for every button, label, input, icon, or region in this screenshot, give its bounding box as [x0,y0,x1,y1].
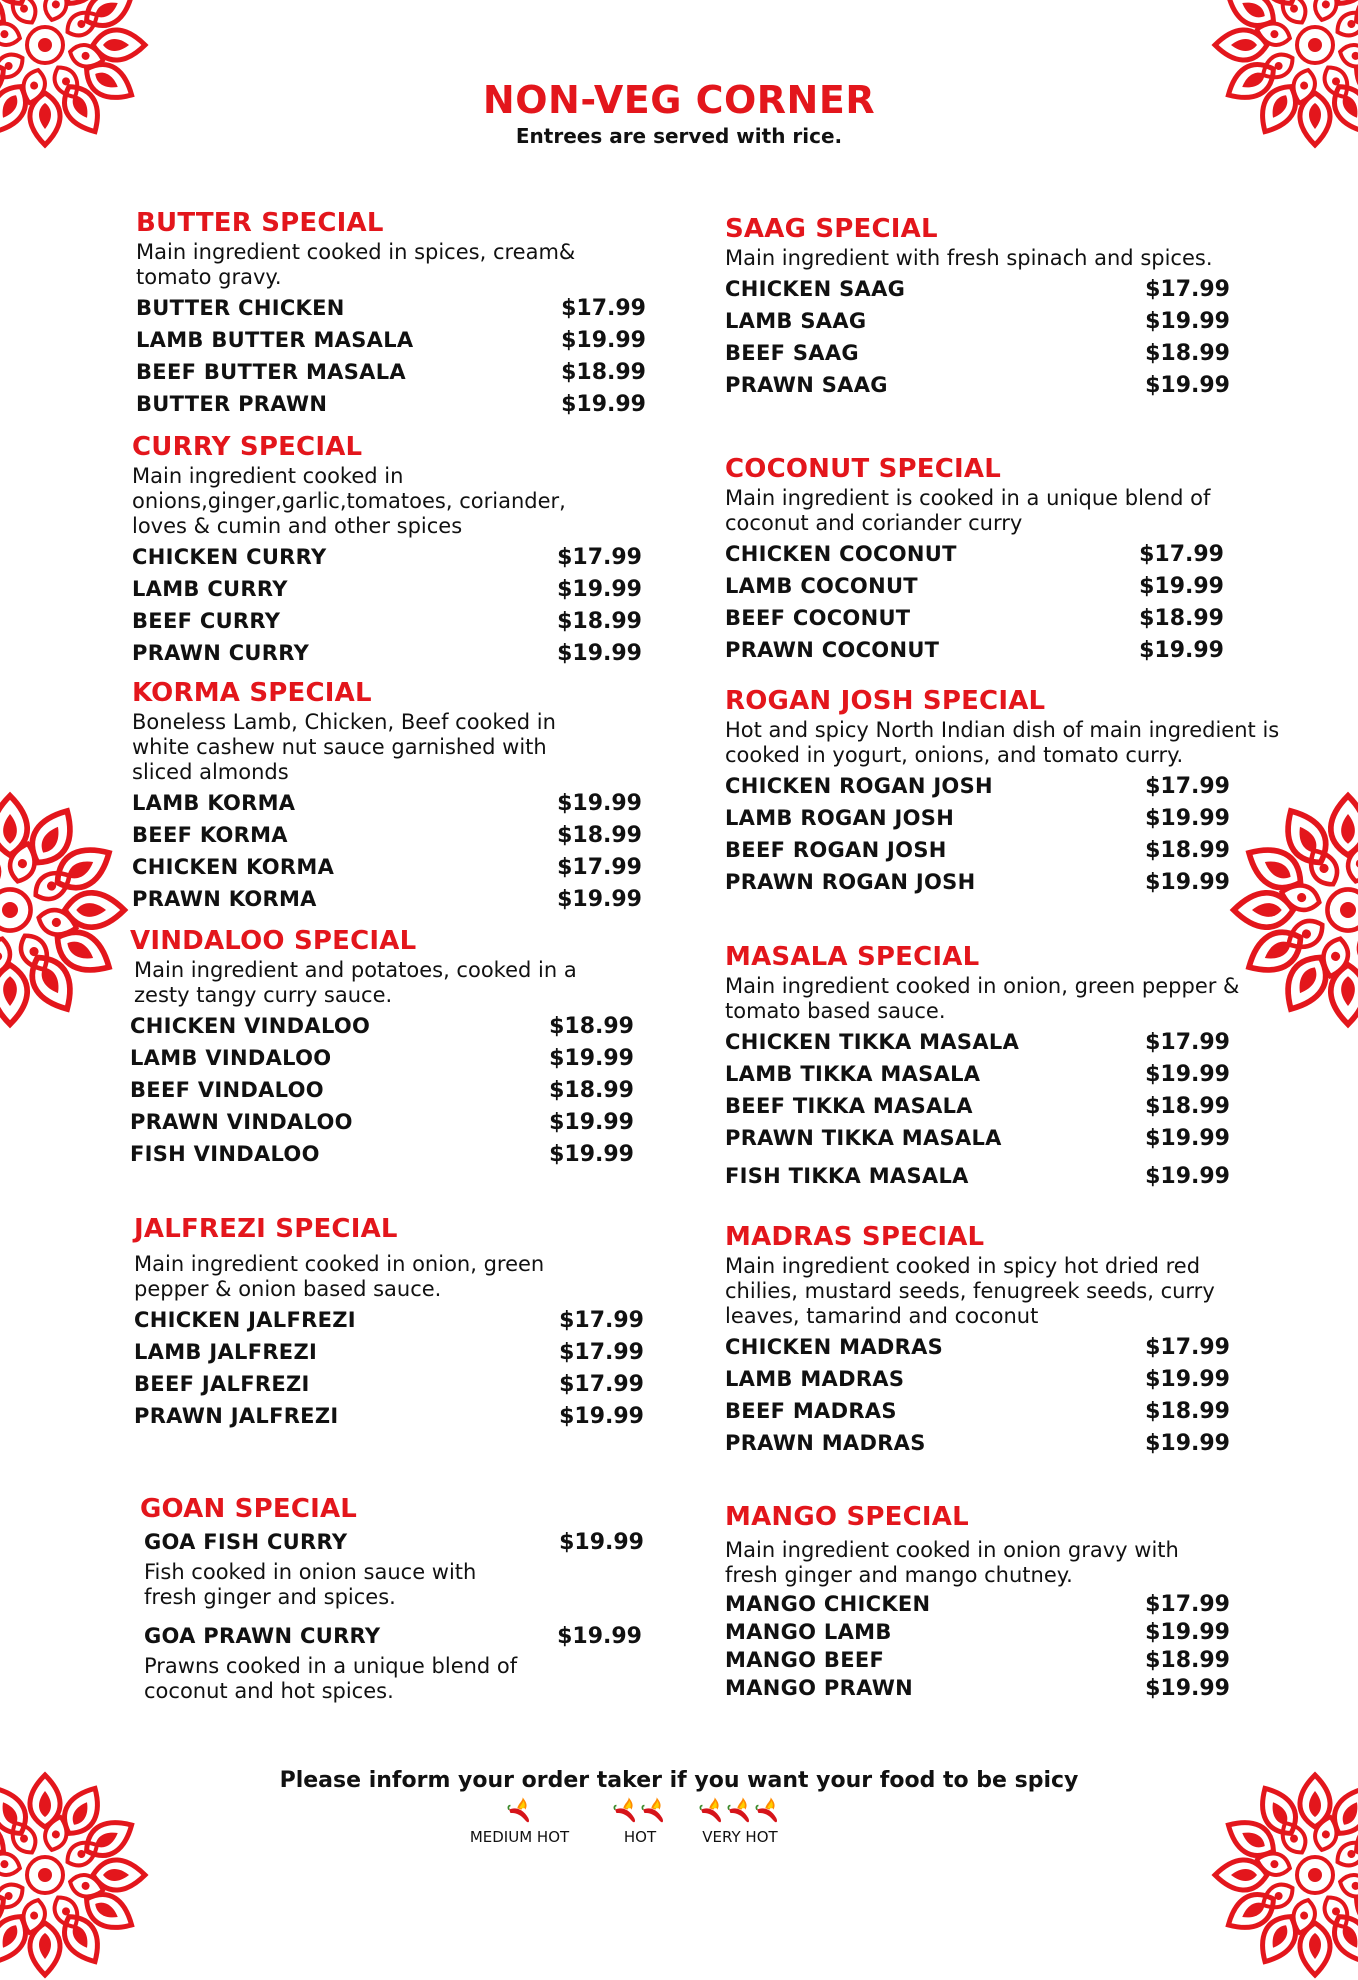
item-price: $17.99 [1139,541,1224,567]
item-price: $17.99 [557,854,642,880]
menu-item [130,1010,650,1042]
section-description: Main ingredient with fresh spinach and spices. [725,246,1213,270]
item-name: PRAWN ROGAN JOSH [725,870,976,894]
mandala-middle-left-decoration [0,760,130,1060]
menu-item [725,305,1310,337]
item-price: $19.99 [1139,573,1224,599]
section-title: SAAG SPECIAL [725,214,938,244]
menu-item [725,369,1310,401]
item-price: $19.99 [1145,805,1230,831]
item-name: LAMB BUTTER MASALA [136,328,414,352]
item-name: PRAWN TIKKA MASALA [725,1126,1002,1150]
menu-item [134,1400,654,1432]
item-name: PRAWN VINDALOO [130,1110,353,1134]
section-description: Main ingredient cooked in onion, green pepper & tomato based sauce. [725,974,1240,1023]
section-vindaloo-special [130,926,650,1170]
item-price: $19.99 [557,576,642,602]
section-saag-special [725,214,1310,401]
menu-item [725,1026,1310,1058]
section-description: Main ingredient cooked in spicy hot dried red chilies, mustard seeds, fenugreek seeds, curry leaves, tamarind and coconut [725,1254,1215,1328]
item-price: $19.99 [1145,1619,1230,1645]
item-price: $18.99 [1145,1093,1230,1119]
item-price: $19.99 [1145,1675,1230,1701]
item-name: CHICKEN CURRY [132,545,327,569]
item-price: $19.99 [559,1403,644,1429]
menu-item [725,770,1310,802]
item-name: LAMB CURRY [132,577,288,601]
item-price: $18.99 [1145,340,1230,366]
item-name: BEEF TIKKA MASALA [725,1094,973,1118]
chili-icons [680,1796,800,1824]
item-name: BUTTER CHICKEN [136,296,345,320]
menu-item [144,1526,654,1558]
section-description: Main ingredient cooked in onion gravy with fresh ginger and mango chutney. [725,1538,1179,1587]
chili-icon [500,1796,540,1826]
item-name: BEEF MADRAS [725,1399,897,1423]
item-name: PRAWN KORMA [132,887,317,911]
section-description: Boneless Lamb, Chicken, Beef cooked in white cashew nut sauce garnished with sliced almonds [132,710,556,784]
menu-item [725,1363,1310,1395]
page-title: NON-VEG CORNER [482,78,876,122]
item-price: $19.99 [1139,637,1224,663]
item-name: LAMB SAAG [725,309,867,333]
item-name: CHICKEN MADRAS [725,1335,944,1359]
item-price: $17.99 [561,295,646,321]
item-price: $18.99 [557,822,642,848]
menu-item [132,637,652,669]
section-title: VINDALOO SPECIAL [130,926,417,956]
item-name: BEEF CURRY [132,609,281,633]
menu-item [132,883,652,915]
menu-item [130,1074,650,1106]
item-price: $18.99 [1145,1398,1230,1424]
menu-item [132,605,652,637]
item-description: Fish cooked in onion sauce with fresh ginger and spices. [144,1560,477,1609]
item-name: CHICKEN KORMA [132,855,335,879]
chili-icon [634,1796,674,1826]
section-title: BUTTER SPECIAL [136,208,384,238]
item-name: LAMB COCONUT [725,574,918,598]
item-name: BUTTER PRAWN [136,392,328,416]
menu-item [136,356,656,388]
item-price: $18.99 [1145,837,1230,863]
spice-level-very-hot [680,1796,800,1846]
menu-item [130,1106,650,1138]
section-description: Hot and spicy North Indian dish of main ingredient is cooked in yogurt, onions, and tomato curry. [725,718,1280,767]
menu-item [725,337,1310,369]
section-title: ROGAN JOSH SPECIAL [725,686,1046,716]
section-title: MADRAS SPECIAL [725,1222,985,1252]
item-name: GOA FISH CURRY [144,1530,348,1554]
item-price: $19.99 [1145,372,1230,398]
item-name: BEEF SAAG [725,341,859,365]
item-name: PRAWN CURRY [132,641,310,665]
item-name: LAMB ROGAN JOSH [725,806,955,830]
menu-item [725,1618,1310,1646]
section-title: MANGO SPECIAL [725,1502,969,1532]
menu-item [134,1368,654,1400]
item-price: $18.99 [1145,1647,1230,1673]
chili-icon [748,1796,788,1826]
spice-level-label: HOT [623,1828,657,1846]
item-price: $19.99 [561,327,646,353]
item-name: LAMB MADRAS [725,1367,905,1391]
item-price: $17.99 [559,1339,644,1365]
item-name: MANGO BEEF [725,1648,885,1672]
spice-level-label: MEDIUM HOT [469,1828,570,1846]
item-name: GOA PRAWN CURRY [144,1624,381,1648]
menu-item [725,834,1310,866]
item-price: $19.99 [549,1141,634,1167]
item-price: $19.99 [1145,1061,1230,1087]
section-butter-special [136,208,656,420]
spice-level-legend [0,1796,1358,1856]
item-name: BEEF BUTTER MASALA [136,360,406,384]
menu-item [725,602,1310,634]
item-price: $18.99 [557,608,642,634]
item-price: $17.99 [559,1371,644,1397]
section-description: Main ingredient cooked in onion, green pepper & onion based sauce. [134,1252,545,1301]
menu-item [130,1138,650,1170]
item-price: $18.99 [561,359,646,385]
item-price: $19.99 [1145,869,1230,895]
item-price: $17.99 [1145,1591,1230,1617]
item-price: $19.99 [1145,1366,1230,1392]
item-price: $19.99 [557,640,642,666]
item-price: $19.99 [557,790,642,816]
item-price: $19.99 [557,886,642,912]
section-description: Main ingredient cooked in spices, cream& tomato gravy. [136,240,576,289]
item-name: BEEF VINDALOO [130,1078,324,1102]
item-price: $18.99 [549,1013,634,1039]
item-name: BEEF ROGAN JOSH [725,838,947,862]
menu-item [725,1122,1310,1154]
item-name: PRAWN MADRAS [725,1431,926,1455]
item-name: CHICKEN TIKKA MASALA [725,1030,1020,1054]
item-price: $17.99 [1145,1029,1230,1055]
section-title: KORMA SPECIAL [132,678,372,708]
menu-item [725,1058,1310,1090]
item-name: CHICKEN VINDALOO [130,1014,371,1038]
menu-item [132,573,652,605]
item-name: LAMB KORMA [132,791,296,815]
item-name: MANGO PRAWN [725,1676,914,1700]
item-name: MANGO CHICKEN [725,1592,931,1616]
item-price: $19.99 [559,1529,644,1555]
menu-item [725,1090,1310,1122]
section-title: CURRY SPECIAL [132,432,363,462]
menu-item [132,541,652,573]
item-name: BEEF COCONUT [725,606,911,630]
section-description: Main ingredient is cooked in a unique blend of coconut and coriander curry [725,486,1211,535]
item-name: PRAWN COCONUT [725,638,940,662]
section-korma-special [132,678,652,915]
section-curry-special [132,432,652,669]
section-description: Main ingredient cooked in onions,ginger,garlic,tomatoes, coriander, loves & cumin and other spices [132,464,566,538]
page-subtitle: Entrees are served with rice. [515,124,843,148]
chili-icons [585,1796,695,1824]
item-price: $19.99 [1145,1125,1230,1151]
section-goan-special [140,1494,654,1708]
menu-item [725,1590,1310,1618]
menu-item [725,538,1310,570]
item-name: LAMB JALFREZI [134,1340,318,1364]
section-rogan-josh-special [725,686,1310,898]
item-name: PRAWN JALFREZI [134,1404,339,1428]
section-mango-special [725,1502,1310,1702]
menu-item [144,1620,654,1652]
item-name: CHICKEN JALFREZI [134,1308,356,1332]
spice-level-label: VERY HOT [702,1828,778,1846]
item-name: BEEF JALFREZI [134,1372,310,1396]
item-price: $18.99 [1139,605,1224,631]
section-title: GOAN SPECIAL [140,1494,358,1524]
menu-item [725,570,1310,602]
section-madras-special [725,1222,1310,1459]
menu-item [725,1427,1310,1459]
item-price: $19.99 [1145,308,1230,334]
menu-item [725,1395,1310,1427]
item-name: PRAWN SAAG [725,373,888,397]
item-name: FISH VINDALOO [130,1142,320,1166]
menu-item [725,1646,1310,1674]
menu-item [725,1160,1310,1192]
item-name: CHICKEN SAAG [725,277,906,301]
menu-item [725,866,1310,898]
menu-item [132,851,652,883]
item-price: $17.99 [1145,1334,1230,1360]
menu-item [132,787,652,819]
spice-level-medium-hot [462,1796,577,1846]
menu-item [725,1331,1310,1363]
item-name: LAMB TIKKA MASALA [725,1062,981,1086]
item-description: Prawns cooked in a unique blend of coconut and hot spices. [144,1654,518,1703]
item-price: $17.99 [1145,773,1230,799]
menu-item [136,324,656,356]
menu-item [136,292,656,324]
item-price: $17.99 [1145,276,1230,302]
spice-note: Please inform your order taker if you want your food to be spicy [279,1768,1079,1793]
item-price: $17.99 [559,1307,644,1333]
menu-item [725,634,1310,666]
section-title: JALFREZI SPECIAL [134,1214,398,1244]
item-price: $19.99 [1145,1163,1230,1189]
spice-level-hot [585,1796,695,1846]
item-price: $19.99 [549,1045,634,1071]
item-price: $17.99 [557,544,642,570]
item-name: LAMB VINDALOO [130,1046,332,1070]
menu-item [132,819,652,851]
menu-item [134,1336,654,1368]
item-price: $19.99 [1145,1430,1230,1456]
section-description: Main ingredient and potatoes, cooked in a zesty tangy curry sauce. [134,958,577,1007]
item-price: $19.99 [549,1109,634,1135]
item-price: $19.99 [561,391,646,417]
section-jalfrezi-special [134,1214,654,1432]
section-coconut-special [725,454,1310,666]
item-name: CHICKEN ROGAN JOSH [725,774,993,798]
section-masala-special [725,942,1310,1192]
item-name: MANGO LAMB [725,1620,892,1644]
menu-item [725,273,1310,305]
menu-item [130,1042,650,1074]
menu-item [725,1674,1310,1702]
chili-icons [462,1796,577,1824]
menu-item [134,1304,654,1336]
menu-item [136,388,656,420]
item-name: CHICKEN COCONUT [725,542,957,566]
section-title: COCONUT SPECIAL [725,454,1002,484]
item-price: $19.99 [557,1623,642,1649]
item-price: $18.99 [549,1077,634,1103]
item-name: BEEF KORMA [132,823,288,847]
item-name: FISH TIKKA MASALA [725,1164,969,1188]
section-title: MASALA SPECIAL [725,942,980,972]
menu-item [725,802,1310,834]
